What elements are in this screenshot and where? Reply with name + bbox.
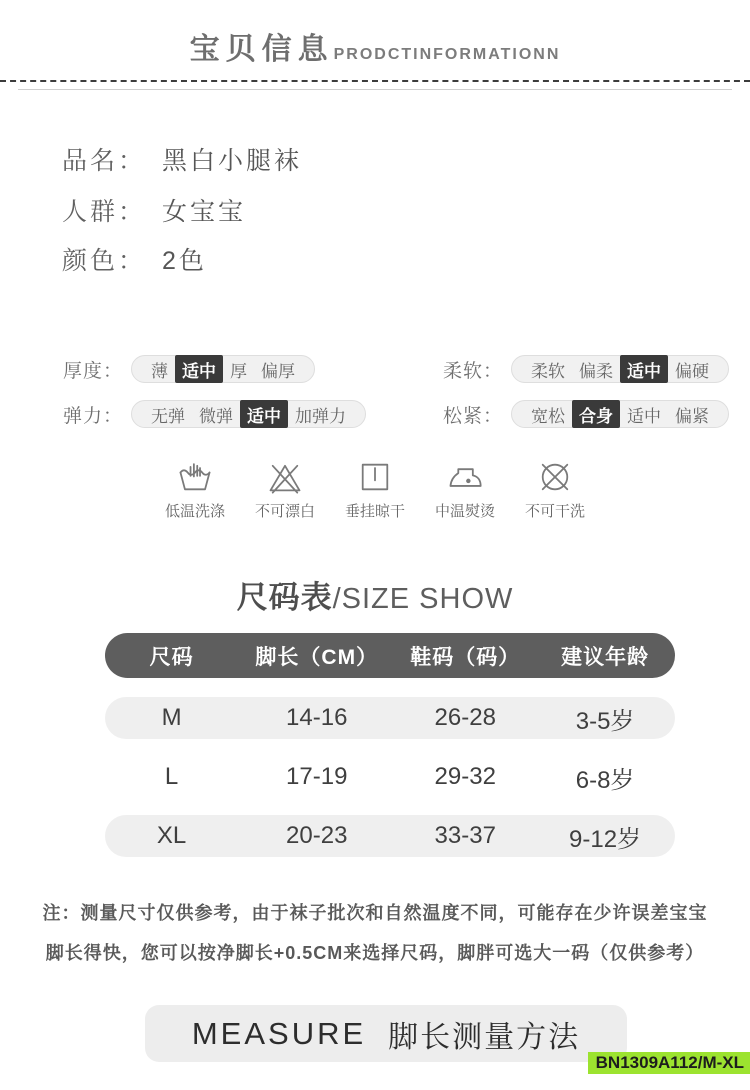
attr-option-active: 适中 xyxy=(175,355,223,383)
cell-size: L xyxy=(164,763,179,790)
cell-shoe-size: 29-32 xyxy=(434,763,496,790)
attr-label: 柔软： xyxy=(443,360,504,382)
attr-group-softness xyxy=(443,355,729,383)
info-label: 品名： xyxy=(62,147,147,175)
cell-shoe-size: 33-37 xyxy=(434,822,496,849)
page-title-en: PRODCTINFORMATIONN xyxy=(333,46,561,63)
col-header: 脚长（CM） xyxy=(255,645,379,669)
attr-option-active: 适中 xyxy=(240,400,288,428)
attr-option: 柔软 xyxy=(531,361,566,381)
size-title-en: /SIZE SHOW xyxy=(332,583,514,615)
attr-scale-fit xyxy=(511,400,729,428)
attr-option: 薄 xyxy=(151,361,169,381)
cell-age: 6-8岁 xyxy=(575,766,635,794)
info-label: 人群： xyxy=(62,198,147,226)
attr-group-thickness xyxy=(63,355,315,383)
size-title-cn: 尺码表 xyxy=(236,580,333,615)
size-table-header xyxy=(105,633,675,678)
info-row-name xyxy=(62,141,302,177)
info-label: 颜色： xyxy=(62,247,147,275)
measure-bar-cn: 脚长测量方法 xyxy=(388,1020,581,1054)
attr-option: 偏厚 xyxy=(261,361,296,381)
attr-option: 加弹力 xyxy=(295,406,347,426)
attr-option: 厚 xyxy=(230,361,248,381)
solid-divider xyxy=(18,89,732,90)
cell-age: 9-12岁 xyxy=(569,825,642,853)
attr-option-active: 适中 xyxy=(620,355,668,383)
cell-foot-length: 17-19 xyxy=(286,763,348,790)
care-label: 低温洗涤 xyxy=(164,503,225,520)
col-header: 尺码 xyxy=(149,645,194,669)
info-row-audience xyxy=(62,192,246,228)
attr-option: 宽松 xyxy=(531,406,566,426)
cell-size: XL xyxy=(156,822,187,849)
care-label: 不可漂白 xyxy=(254,503,315,520)
care-label: 不可干洗 xyxy=(524,503,585,520)
col-header: 建议年龄 xyxy=(561,645,650,669)
care-item xyxy=(341,458,409,521)
attr-option: 适中 xyxy=(627,406,662,426)
measure-bar-en: MEASURE xyxy=(191,1015,367,1051)
care-label: 垂挂晾干 xyxy=(344,503,405,520)
wash-low-temp-icon xyxy=(176,458,214,496)
dashed-divider xyxy=(0,80,750,82)
attr-option: 无弹 xyxy=(151,406,186,426)
no-bleach-icon xyxy=(266,458,304,496)
attr-label: 松紧： xyxy=(443,405,504,427)
table-row xyxy=(105,815,675,857)
care-item xyxy=(431,458,499,521)
care-item xyxy=(161,458,229,521)
care-item xyxy=(251,458,319,521)
attr-group-elasticity xyxy=(63,400,366,428)
cell-shoe-size: 26-28 xyxy=(434,704,496,731)
attr-group-fit xyxy=(443,400,729,428)
info-row-color xyxy=(62,241,207,277)
table-row xyxy=(105,697,675,739)
attr-option: 微弹 xyxy=(199,406,234,426)
info-value: 女宝宝 xyxy=(162,198,247,226)
cell-foot-length: 20-23 xyxy=(286,822,348,849)
attr-option: 偏紧 xyxy=(675,406,710,426)
note-line: 注：测量尺寸仅供参考，由于袜子批次和自然温度不同，可能存在少许误差宝宝 xyxy=(42,903,708,923)
size-section-title xyxy=(0,572,750,617)
iron-medium-icon xyxy=(446,458,484,496)
cell-foot-length: 14-16 xyxy=(286,704,348,731)
attr-option: 偏柔 xyxy=(579,361,614,381)
cell-age: 3-5岁 xyxy=(575,707,635,735)
sku-badge: BN1309A112/M-XL xyxy=(588,1052,750,1074)
note-line: 脚长得快，您可以按净脚长+0.5CM来选择尺码，脚胖可选大一码（仅供参考） xyxy=(45,943,705,963)
care-item xyxy=(521,458,589,521)
attr-label: 厚度： xyxy=(63,360,124,382)
measurement-note xyxy=(40,893,710,973)
attr-scale-elasticity xyxy=(131,400,366,428)
page-header xyxy=(0,24,750,68)
page-title-cn: 宝贝信息 xyxy=(189,33,334,66)
measure-method-bar xyxy=(145,1005,627,1062)
care-label: 中温熨烫 xyxy=(434,503,495,520)
attr-scale-thickness xyxy=(131,355,315,383)
info-value: 黑白小腿袜 xyxy=(162,147,303,175)
hang-dry-icon xyxy=(356,458,394,496)
attr-label: 弹力： xyxy=(63,405,124,427)
attr-scale-softness xyxy=(511,355,729,383)
care-instructions xyxy=(0,458,750,521)
no-dry-clean-icon xyxy=(536,458,574,496)
attr-option: 偏硬 xyxy=(675,361,710,381)
col-header: 鞋码（码） xyxy=(410,645,521,669)
table-row xyxy=(105,756,675,798)
info-value: 2色 xyxy=(162,247,207,275)
cell-size: M xyxy=(161,704,182,731)
attr-option-active: 合身 xyxy=(572,400,620,428)
